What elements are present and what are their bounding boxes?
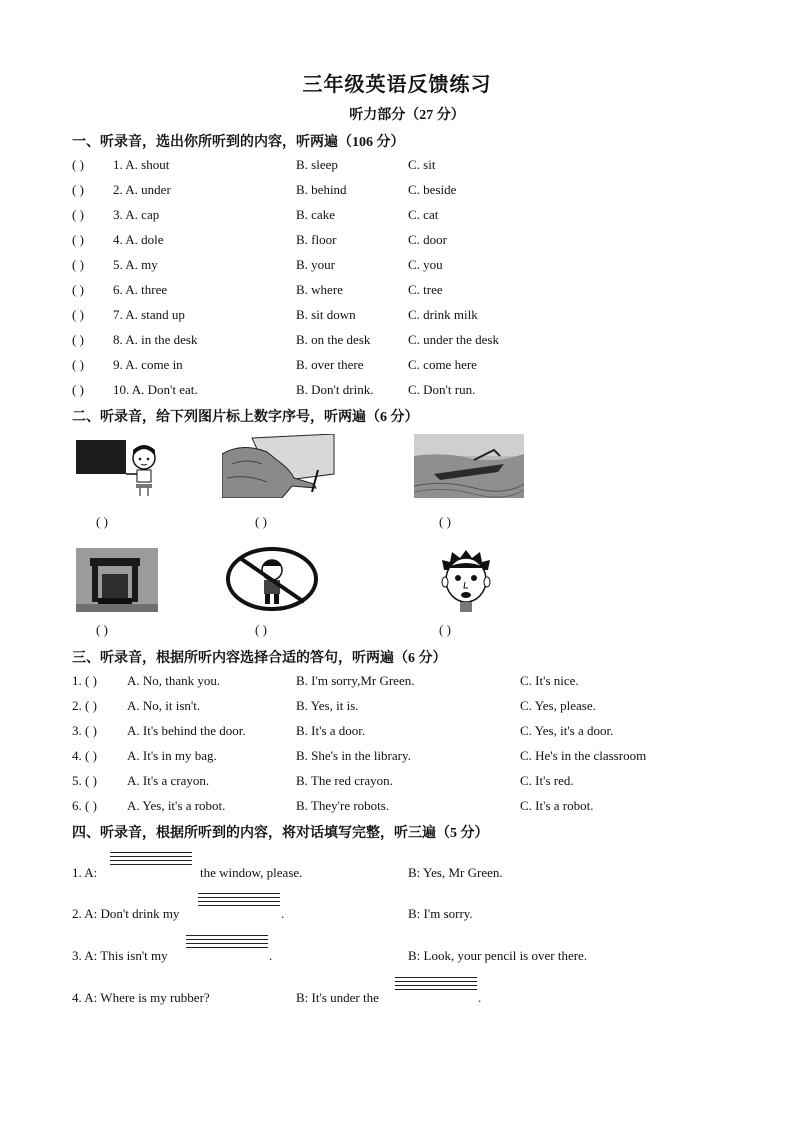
picture-no-drinking-sign (224, 546, 320, 612)
section3-heading: 三、听录音，根据所听内容选择合适的答句，听两遍（6 分） (72, 651, 447, 666)
dialog4-reply: B: It's under the (296, 990, 379, 1005)
option-c: C. drink milk (408, 307, 478, 322)
answer-paren[interactable]: ( ) (255, 622, 267, 637)
dialog1-reply: B: Yes, Mr Green. (408, 865, 503, 880)
answer-number-paren[interactable]: 6. ( ) (72, 798, 97, 813)
answer-number-paren[interactable]: 1. ( ) (72, 673, 97, 688)
option-c: C. It's red. (520, 773, 574, 788)
option-a: 5. A. my (113, 257, 158, 272)
option-a: A. Yes, it's a robot. (127, 798, 226, 813)
picture-hand-pointing (222, 434, 336, 498)
option-c: C. Don't run. (408, 382, 476, 397)
option-c: C. come here (408, 357, 477, 372)
option-b: B. where (296, 282, 343, 297)
option-a: A. It's a crayon. (127, 773, 210, 788)
option-b: B. It's a door. (296, 723, 366, 738)
answer-paren[interactable]: ( ) (255, 514, 267, 529)
option-a: 4. A. dole (113, 232, 164, 247)
dialog2-prefix: 2. A: Don't drink my (72, 906, 180, 921)
option-c: C. It's a robot. (520, 798, 594, 813)
option-b: B. She's in the library. (296, 748, 411, 763)
answer-paren[interactable]: ( ) (72, 357, 84, 372)
option-a: 3. A. cap (113, 207, 160, 222)
answer-paren[interactable]: ( ) (72, 207, 84, 222)
dialog3-prefix: 3. A: This isn't my (72, 948, 168, 963)
fill-blank-2[interactable] (198, 893, 280, 913)
option-c: C. you (408, 257, 443, 272)
option-b: B. Yes, it is. (296, 698, 359, 713)
option-a: 9. A. come in (113, 357, 183, 372)
option-b: B. cake (296, 207, 335, 222)
option-a: A. No, thank you. (127, 673, 221, 688)
option-c: C. sit (408, 157, 436, 172)
section4-heading: 四、听录音，根据所听到的内容，将对话填写完整，听三遍（5 分） (72, 826, 489, 841)
dialog4-suffix: . (478, 990, 482, 1005)
option-b: B. The red crayon. (296, 773, 393, 788)
dialog2-reply: B: I'm sorry. (408, 906, 473, 921)
answer-paren[interactable]: ( ) (72, 182, 84, 197)
answer-paren[interactable]: ( ) (96, 622, 108, 637)
option-c: C. door (408, 232, 447, 247)
answer-paren[interactable]: ( ) (72, 157, 84, 172)
option-b: B. your (296, 257, 335, 272)
answer-number-paren[interactable]: 2. ( ) (72, 698, 97, 713)
option-c: C. He's in the classroom (520, 748, 647, 763)
fill-blank-4[interactable] (395, 977, 477, 997)
dialog1-prefix: 1. A: (72, 865, 98, 880)
option-a: 10. A. Don't eat. (113, 382, 198, 397)
section2-heading: 二、听录音，给下列图片标上数字序号，听两遍（6 分） (72, 410, 419, 425)
answer-number-paren[interactable]: 5. ( ) (72, 773, 97, 788)
answer-paren[interactable]: ( ) (72, 307, 84, 322)
answer-paren[interactable]: ( ) (96, 514, 108, 529)
picture-desk-chair (76, 548, 158, 612)
answer-paren[interactable]: ( ) (72, 382, 84, 397)
option-b: B. behind (296, 182, 347, 197)
option-b: B. I'm sorry,Mr Green. (296, 673, 415, 688)
answer-paren[interactable]: ( ) (72, 257, 84, 272)
option-c: C. It's nice. (520, 673, 579, 688)
option-a: 2. A. under (113, 182, 171, 197)
option-b: B. They're robots. (296, 798, 390, 813)
answer-paren[interactable]: ( ) (439, 622, 451, 637)
option-a: 7. A. stand up (113, 307, 185, 322)
option-c: C. Yes, please. (520, 698, 596, 713)
option-a: A. It's in my bag. (127, 748, 217, 763)
fill-blank-1[interactable] (110, 852, 192, 872)
page-title: 三年级英语反馈练习 (302, 74, 492, 96)
option-a: A. It's behind the door. (127, 723, 246, 738)
option-b: B. on the desk (296, 332, 371, 347)
page-subtitle: 听力部分（27 分） (349, 108, 465, 123)
option-b: B. floor (296, 232, 337, 247)
answer-paren[interactable]: ( ) (439, 514, 451, 529)
option-a: 6. A. three (113, 282, 168, 297)
dialog4-question: 4. A: Where is my rubber? (72, 990, 210, 1005)
option-b: B. Don't drink. (296, 382, 374, 397)
answer-number-paren[interactable]: 3. ( ) (72, 723, 97, 738)
fill-blank-3[interactable] (186, 935, 268, 955)
answer-paren[interactable]: ( ) (72, 332, 84, 347)
option-a: 8. A. in the desk (113, 332, 198, 347)
dialog2-suffix: . (281, 906, 285, 921)
picture-girl-blackboard (74, 436, 166, 498)
section1-heading: 一、听录音，选出你所听到的内容，听两遍（106 分） (72, 135, 405, 150)
option-a: 1. A. shout (113, 157, 170, 172)
option-a: A. No, it isn't. (127, 698, 201, 713)
option-b: B. over there (296, 357, 364, 372)
option-b: B. sleep (296, 157, 338, 172)
answer-paren[interactable]: ( ) (72, 282, 84, 297)
picture-boy-face (434, 546, 498, 612)
dialog3-reply: B: Look, your pencil is over there. (408, 948, 588, 963)
option-b: B. sit down (296, 307, 356, 322)
option-c: C. under the desk (408, 332, 499, 347)
answer-number-paren[interactable]: 4. ( ) (72, 748, 97, 763)
option-c: C. cat (408, 207, 439, 222)
answer-paren[interactable]: ( ) (72, 232, 84, 247)
dialog1-suffix: the window, please. (200, 865, 303, 880)
option-c: C. tree (408, 282, 443, 297)
picture-boat-scene (414, 434, 524, 498)
option-c: C. beside (408, 182, 457, 197)
dialog3-suffix: . (269, 948, 273, 963)
option-c: C. Yes, it's a door. (520, 723, 614, 738)
